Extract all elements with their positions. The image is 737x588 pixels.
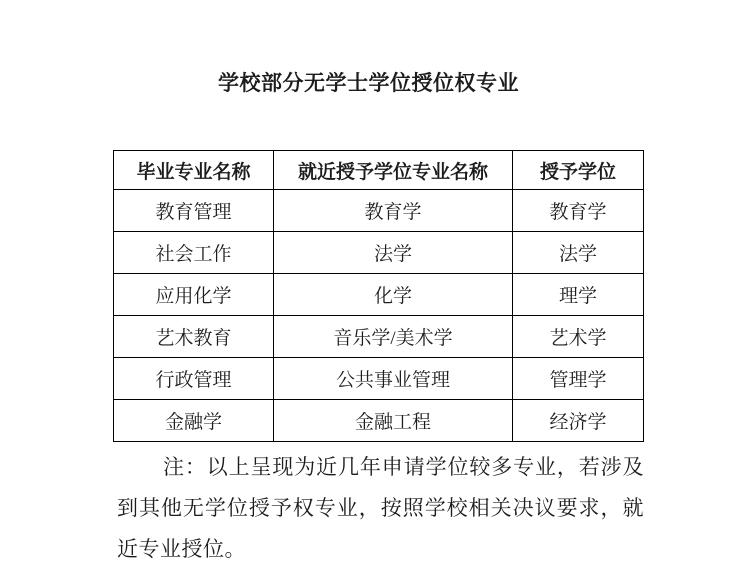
note-paragraph: 注：以上呈现为近几年申请学位较多专业，若涉及到其他无学位授予权专业，按照学校相关决议要求，就近专业授位。	[117, 455, 644, 561]
cell-degree-major: 教育学	[274, 190, 513, 232]
table-row	[114, 232, 644, 274]
cell-degree: 法学	[513, 232, 644, 274]
header-nearest-degree-major-name: 就近授予学位专业名称	[274, 151, 513, 190]
cell-graduation-major: 教育管理	[114, 190, 274, 232]
cell-degree-major: 法学	[274, 232, 513, 274]
degree-majors-table	[113, 150, 644, 442]
cell-graduation-major: 应用化学	[114, 274, 274, 316]
table-row	[114, 190, 644, 232]
cell-degree: 艺术学	[513, 316, 644, 358]
header-degree-awarded: 授予学位	[513, 151, 644, 190]
table-header-row	[114, 151, 644, 190]
cell-graduation-major: 艺术教育	[114, 316, 274, 358]
cell-degree-major: 金融工程	[274, 400, 513, 442]
cell-degree: 理学	[513, 274, 644, 316]
cell-degree: 经济学	[513, 400, 644, 442]
table-row	[114, 400, 644, 442]
cell-degree-major: 公共事业管理	[274, 358, 513, 400]
table-row	[114, 316, 644, 358]
cell-graduation-major: 金融学	[114, 400, 274, 442]
cell-degree: 教育学	[513, 190, 644, 232]
table-row	[114, 274, 644, 316]
cell-degree-major: 化学	[274, 274, 513, 316]
cell-graduation-major: 行政管理	[114, 358, 274, 400]
table-row	[114, 358, 644, 400]
header-graduation-major-name: 毕业专业名称	[114, 151, 274, 190]
cell-degree-major: 音乐学/美术学	[274, 316, 513, 358]
document-title: 学校部分无学士学位授位权专业	[218, 71, 519, 95]
cell-graduation-major: 社会工作	[114, 232, 274, 274]
cell-degree: 管理学	[513, 358, 644, 400]
